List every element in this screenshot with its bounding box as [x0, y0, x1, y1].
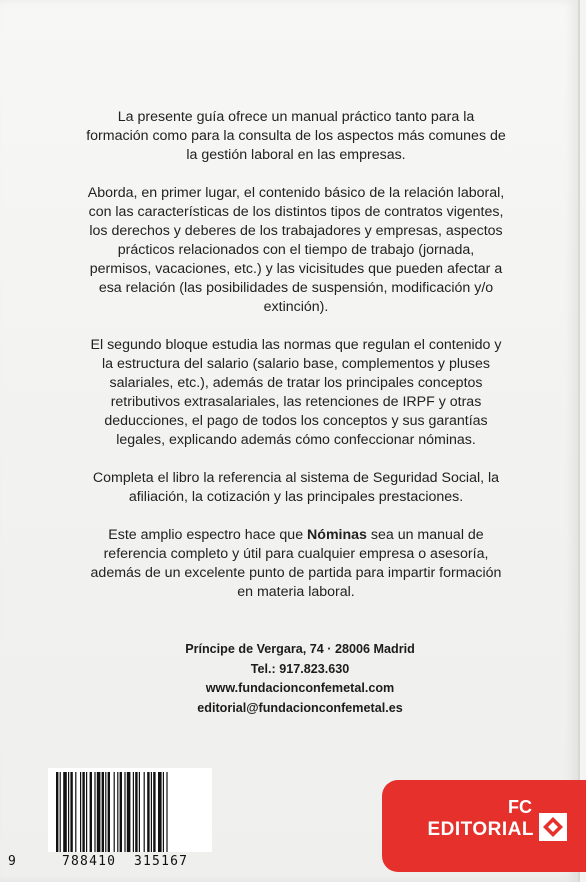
synopsis: [86, 108, 506, 621]
barcode-bar: [82, 772, 84, 852]
barcode-bars: [56, 772, 206, 854]
barcode-bar: [75, 772, 76, 852]
barcode-bar: [144, 772, 145, 852]
publisher-contact: [170, 640, 430, 718]
barcode-right-group: 315167: [134, 854, 189, 869]
barcode-bar: [139, 772, 140, 852]
barcode-bar: [90, 772, 92, 852]
barcode-bar: [133, 772, 134, 852]
badge-editorial-text: EDITORIAL: [427, 819, 534, 840]
barcode-bar: [153, 772, 155, 852]
barcode-bar: [120, 772, 122, 852]
barcode-bar: [70, 772, 72, 852]
barcode-bar: [105, 772, 106, 852]
barcode-bar: [56, 772, 58, 852]
barcode-bar: [80, 772, 81, 852]
synopsis-paragraph-3: El segundo bloque estudia las normas que regulan el contenido y la estructura del salario (salario base, complementos y pluses salariales, etc.), además de tratar los principales conceptos retributivos extrasalariales, las retenciones de IRPF y otras deducciones, el pago de todos los conceptos y sus garantías legales, explicando además cómo confeccionar nóminas.: [90, 337, 502, 448]
synopsis-paragraph-4: Completa el libro la referencia al sistema de Seguridad Social, la afiliación, la cotización y las principales prestaciones.: [92, 470, 500, 505]
barcode-bar: [127, 772, 131, 852]
barcode-bar: [117, 772, 118, 852]
publisher-address: Príncipe de Vergara, 74 · 28006 Madrid: [185, 642, 415, 656]
synopsis-paragraph-2: Aborda, en primer lugar, el contenido básico de la relación laboral, con las características de los distintos tipos de contratos vigentes, los derechos y deberes de los trabajadores y empresas, aspectos prácticos relacionados con el tiempo de trabajo (jornada, permisos, vacaciones, etc.) y las vicisitudes que pueden afectar a esa relación (las posibilidades de suspensión, modificación y/o extinción).: [87, 185, 505, 315]
barcode-bar: [147, 772, 149, 852]
p5-text-start: Este amplio espectro hace que: [108, 527, 308, 543]
barcode-first-digit: 9: [8, 854, 18, 869]
barcode-bar: [124, 772, 125, 852]
barcode-bar: [114, 772, 115, 852]
fc-editorial-badge: [382, 780, 586, 872]
badge-fc-text: FC: [508, 797, 532, 817]
publisher-website: www.fundacionconfemetal.com: [205, 681, 395, 695]
barcode-bar: [135, 772, 137, 852]
p5-text-end: sea un manual de referencia completo y útil para cualquier empresa o asesoría, además de un excelente punto de partida para impartir formación en materia laboral.: [90, 527, 502, 600]
barcode-left-group: 788410: [62, 854, 117, 869]
publisher-phone: Tel.: 917.823.630: [250, 661, 350, 676]
barcode-bar: [151, 772, 152, 852]
publisher-email: editorial@fundacionconfemetal.es: [197, 700, 403, 715]
barcode-bar: [166, 772, 167, 852]
fc-logo-icon: [538, 812, 568, 842]
synopsis-paragraph-5: [86, 526, 506, 602]
barcode-bar: [68, 772, 69, 852]
barcode-bar: [97, 772, 101, 852]
barcode-bar: [60, 772, 61, 852]
barcode-bar: [108, 772, 110, 852]
synopsis-paragraph-1: La presente guía ofrece un manual práctico tanto para la formación como para la consulta de los aspectos más comunes de la gestión laboral en las empresas.: [86, 109, 506, 163]
isbn-barcode: [8, 762, 218, 878]
barcode-bar: [63, 772, 67, 852]
barcode-bar: [102, 772, 104, 852]
barcode-bar: [94, 772, 95, 852]
barcode-bar: [158, 772, 162, 852]
book-title-inline: Nóminas: [307, 527, 367, 543]
barcode-bar: [163, 772, 164, 852]
barcode-bar: [86, 772, 87, 852]
